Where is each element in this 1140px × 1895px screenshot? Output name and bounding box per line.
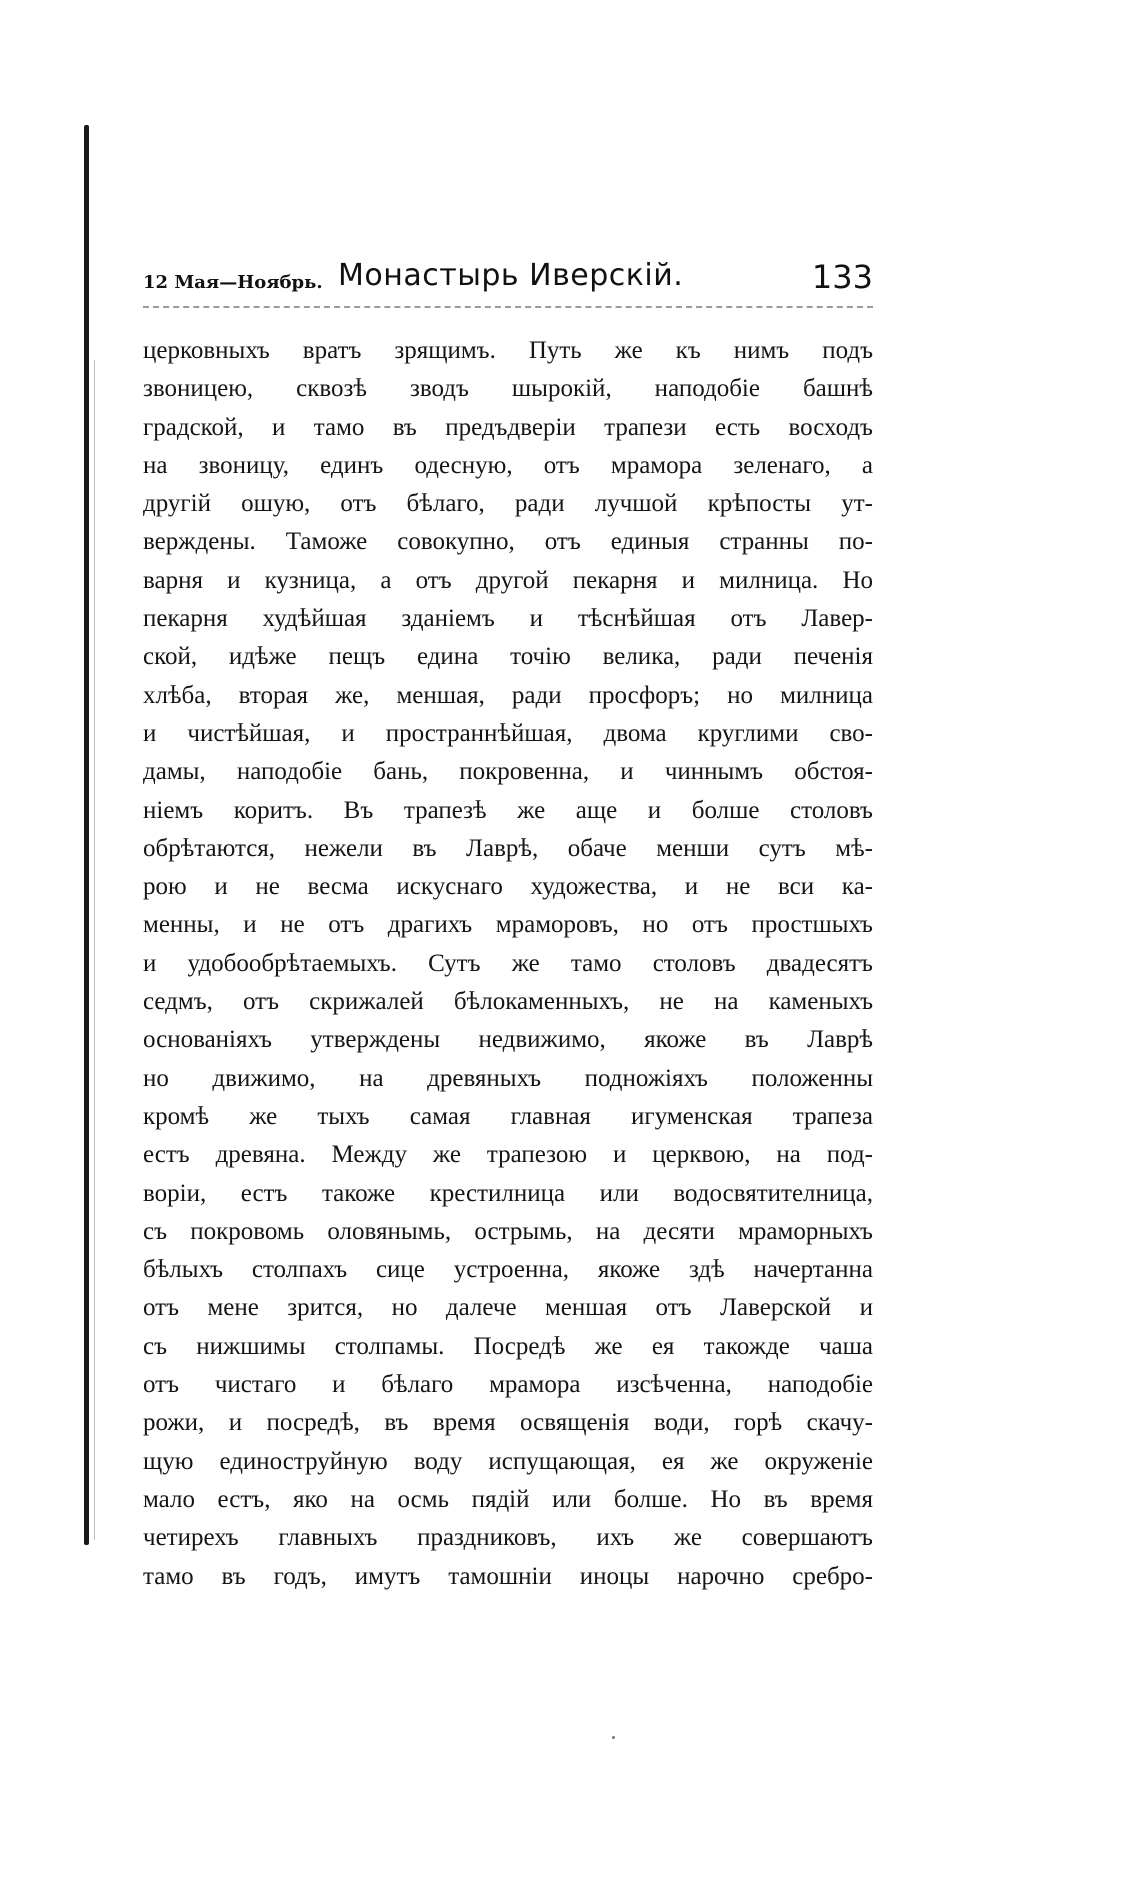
text-line: кромѣ же тыхъ самая главная игуменская трапеза	[143, 1102, 873, 1130]
text-line: отъ чистаго и бѣлаго мрамора изсѣченна, наподобіе	[143, 1371, 873, 1399]
text-line: дамы, наподобіе бань, покровенна, и чиннымъ обстоя-	[143, 758, 873, 786]
page-number: 133	[811, 258, 873, 296]
text-line: и чистѣйшая, и пространнѣйшая, двома круглими сво-	[143, 719, 873, 747]
text-line: воріи, естъ такоже крестилница или водосвятителница,	[143, 1179, 873, 1207]
text-line: съ покровомь оловянымь, острымь, на десяти мраморныхъ	[143, 1217, 873, 1245]
text-line: звоницею, сквозѣ зводъ шырокій, наподобіе башнѣ	[143, 375, 873, 403]
text-line: основаніяхъ утверждены недвижимо, якоже въ Лаврѣ	[143, 1026, 873, 1054]
text-line: и удобообрѣтаемыхъ. Сутъ же тамо столовъ двадесятъ	[143, 949, 873, 977]
running-header	[143, 258, 873, 308]
text-line: другій ошую, отъ бѣлаго, ради лучшой крѣпосты ут-	[143, 490, 873, 518]
text-line: отъ мене зрится, но далече меншая отъ Лаверской и	[143, 1294, 873, 1322]
body-text	[143, 332, 873, 1596]
text-line: тамо въ годъ, имутъ тамошніи иноцы нарочно сребро-	[143, 1562, 873, 1590]
text-line: рою и не весма искуснаго художества, и не вси ка-	[143, 873, 873, 901]
header-title: Монастырь Иверскій.	[338, 258, 684, 293]
text-line: бѣлыхъ столпахъ сице устроенна, якоже здѣ начертанна	[143, 1256, 873, 1284]
text-line: на звоницу, единъ одесную, отъ мрамора зеленаго, а	[143, 451, 873, 479]
text-line: естъ древяна. Между же трапезою и церквою, на под-	[143, 1141, 873, 1169]
text-line: градской, и тамо въ предъдверіи трапези есть восходъ	[143, 413, 873, 441]
scan-shadow-line	[94, 360, 95, 1540]
scan-binding-edge	[84, 125, 89, 1545]
text-line: пекарня худѣйшая зданіемъ и тѣснѣйшая отъ Лавер-	[143, 605, 873, 633]
text-line: верждены. Таможе совокупно, отъ единыя странны по-	[143, 528, 873, 556]
text-line: обрѣтаются, нежели въ Лаврѣ, обаче менши сутъ мѣ-	[143, 834, 873, 862]
text-line: церковныхъ вратъ зрящимъ. Путь же къ нимъ подъ	[143, 337, 873, 364]
text-line: варня и кузница, а отъ другой пекарня и милница. Но	[143, 566, 873, 594]
text-line: четирехъ главныхъ праздниковъ, ихъ же совершаютъ	[143, 1524, 873, 1552]
text-line: съ нижшимы столпамы. Посредѣ же ея такожде чаша	[143, 1332, 873, 1360]
text-line: рожи, и посредѣ, въ время освященія води, горѣ скачу-	[143, 1409, 873, 1437]
text-line: хлѣба, вторая же, меншая, ради просфоръ; но милница	[143, 681, 873, 709]
header-rule	[143, 306, 873, 308]
text-line: ской, идѣже пещъ едина точію велика, ради печенія	[143, 643, 873, 671]
header-date-range: 12 Мая—Ноябрь.	[143, 272, 323, 293]
text-line: мало естъ, яко на осмь пядій или болше. Но въ время	[143, 1485, 873, 1513]
text-line: ніемъ коритъ. Въ трапезѣ же аще и болше столовъ	[143, 796, 873, 824]
text-line: седмъ, отъ скрижалей бѣлокаменныхъ, не на каменыхъ	[143, 988, 873, 1016]
text-line: но движимо, на древяныхъ подножіяхъ положенны	[143, 1064, 873, 1092]
text-line: менны, и не отъ драгихъ мраморовъ, но отъ простшыхъ	[143, 911, 873, 939]
text-line: щую единоструйную воду испущающая, ея же окруженіе	[143, 1447, 873, 1475]
stray-mark	[612, 1736, 615, 1739]
